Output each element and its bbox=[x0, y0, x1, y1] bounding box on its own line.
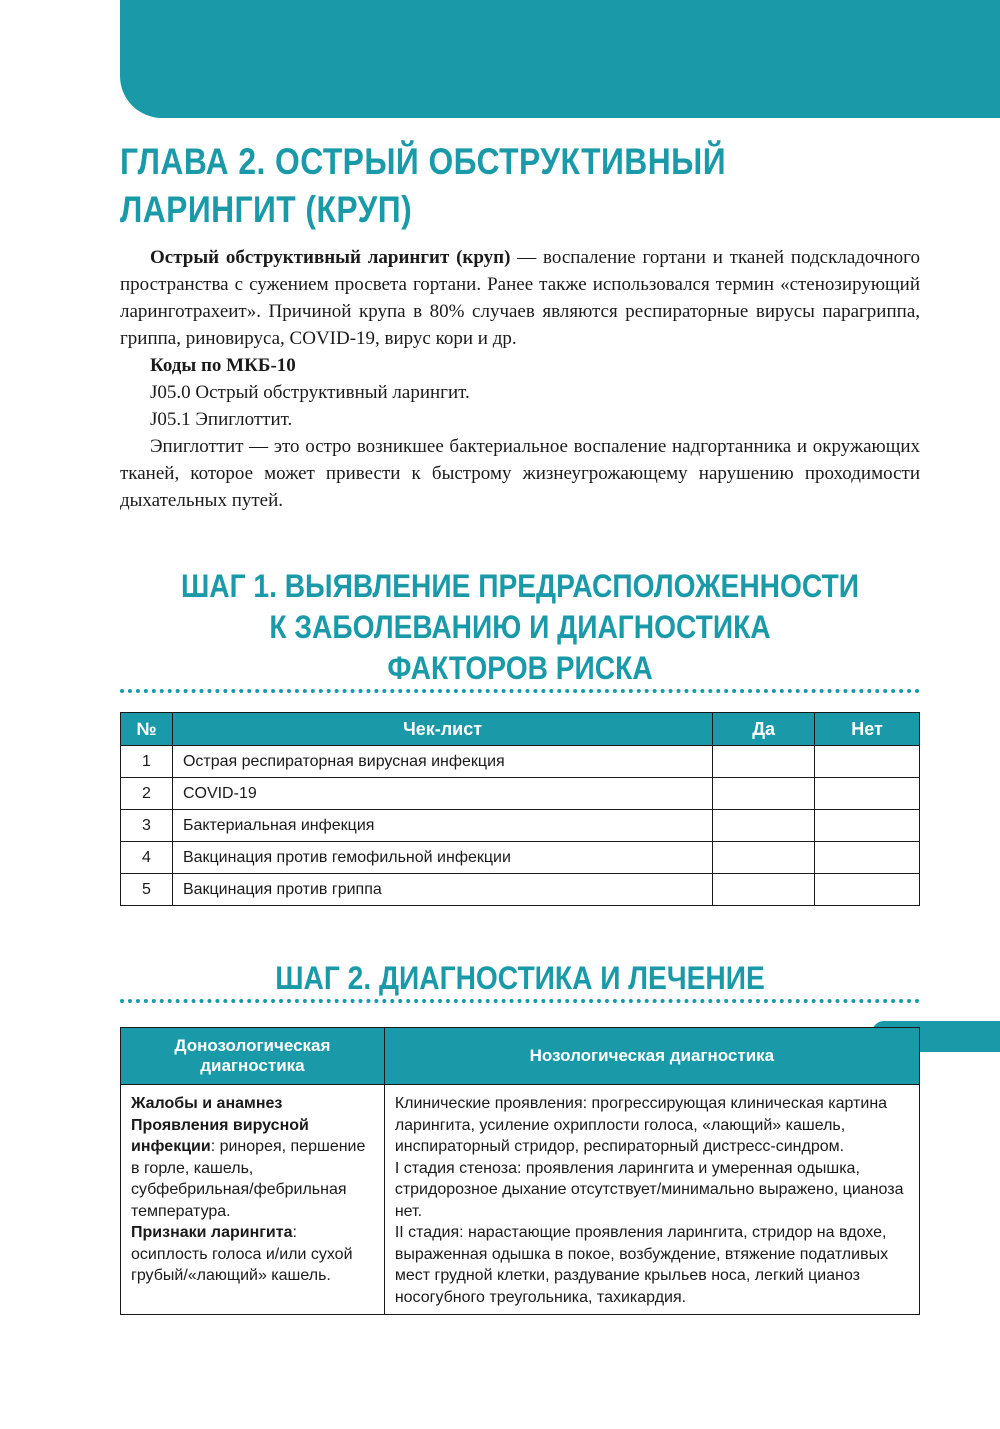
row-number: 4 bbox=[121, 842, 173, 874]
row-item: Бактериальная инфекция bbox=[172, 810, 712, 842]
no-cell[interactable] bbox=[815, 874, 920, 906]
intro-definition: — воспаление гортани и тканей подскладочного пространства с сужением просвета гортани. Ранее также использовался термин «стенозирующий ларинготрахеит». Причиной крупа в 80% случаев являются респираторные вирусы парагриппа, гриппа, риновируса, COVID-19, вирус кори и др. bbox=[120, 247, 920, 349]
row-item: Вакцинация против гемофильной инфекции bbox=[172, 842, 712, 874]
step2-title: ШАГ 2. ДИАГНОСТИКА И ЛЕЧЕНИЕ bbox=[275, 960, 765, 996]
step1-title-line-3: ФАКТОРОВ РИСКА bbox=[387, 650, 653, 686]
checklist-table bbox=[120, 712, 920, 906]
nosological-cell bbox=[384, 1085, 919, 1315]
step1-title-line-1: ШАГ 1. ВЫЯВЛЕНИЕ ПРЕДРАСПОЛОЖЕННОСТИ bbox=[180, 568, 859, 604]
no-cell[interactable] bbox=[815, 746, 920, 778]
intro-term: Острый обструктивный ларингит (круп) bbox=[150, 247, 511, 268]
chapter-title bbox=[120, 138, 774, 234]
prenosological-header: Донозологическая диагностика bbox=[121, 1028, 385, 1085]
chapter-title-line-1: ГЛАВА 2. ОСТРЫЙ ОБСТРУКТИВНЫЙ bbox=[120, 141, 727, 182]
diagnostics-table bbox=[120, 1027, 920, 1315]
row-number: 1 bbox=[121, 746, 173, 778]
clinical-manifestations: Клинические проявления: прогрессирующая клиническая картина ларингита, усиление охриплости голоса, «лающий» кашель, инспираторный стридор, респираторный дистресс-синдром. bbox=[394, 1095, 888, 1155]
row-number: 3 bbox=[121, 810, 173, 842]
step1-divider bbox=[120, 689, 920, 693]
laryngitis-signs: Признаки ларингита: осиплость голоса и/или сухой грубый/«лающий» кашель. bbox=[131, 1224, 353, 1284]
complaints-heading: Жалобы и анамнез bbox=[131, 1095, 283, 1112]
table-row bbox=[121, 874, 920, 906]
checklist-header-row bbox=[121, 713, 920, 746]
row-number: 2 bbox=[121, 778, 173, 810]
no-cell[interactable] bbox=[815, 842, 920, 874]
table-row bbox=[121, 778, 920, 810]
yes-cell[interactable] bbox=[713, 778, 815, 810]
diagnostics-row bbox=[121, 1085, 920, 1315]
yes-cell[interactable] bbox=[713, 746, 815, 778]
checklist-header-item: Чек-лист bbox=[172, 713, 712, 746]
row-item: Острая респираторная вирусная инфекция bbox=[172, 746, 712, 778]
row-number: 5 bbox=[121, 874, 173, 906]
checklist-header-yes: Да bbox=[713, 713, 815, 746]
row-item: COVID-19 bbox=[172, 778, 712, 810]
stenosis-stage-1: I стадия стеноза: проявления ларингита и умеренная одышка, стридорозное дыхание отсутствует/минимально выражено, цианоза нет. bbox=[394, 1159, 904, 1220]
yes-cell[interactable] bbox=[713, 810, 815, 842]
no-cell[interactable] bbox=[815, 810, 920, 842]
viral-signs: Проявления вирусной инфекции: ринорея, першение в горле, кашель, субфебрильная/фебрильная температура. bbox=[131, 1116, 366, 1220]
nosological-header: Нозологическая диагностика bbox=[384, 1028, 919, 1085]
yes-cell[interactable] bbox=[713, 842, 815, 874]
yes-cell[interactable] bbox=[713, 874, 815, 906]
step1-title bbox=[168, 566, 872, 689]
prenosological-cell bbox=[121, 1085, 385, 1315]
header-band bbox=[120, 0, 1000, 118]
table-row bbox=[121, 746, 920, 778]
row-item: Вакцинация против гриппа bbox=[172, 874, 712, 906]
intro-paragraph bbox=[120, 244, 920, 352]
checklist-header-no: Нет bbox=[815, 713, 920, 746]
step2-divider bbox=[120, 999, 920, 1003]
epiglottitis-paragraph: Эпиглоттит — это остро возникшее бактериальное воспаление надгортанника и окружающих тканей, которое может привести к быстрому жизнеугрожающему нарушению проходимости дыхательных путей. bbox=[120, 436, 920, 511]
icd-code-2: J05.1 Эпиглоттит. bbox=[150, 409, 293, 430]
stenosis-stage-2: II стадия: нарастающие проявления ларингита, стридор на вдохе, выраженная одышка в покое, возбуждение, втяжение податливых мест грудной клетки, раздувание крыльев носа, легкий цианоз носогубного треугольника, тахикардия. bbox=[394, 1224, 889, 1306]
icd-heading: Коды по МКБ-10 bbox=[150, 355, 296, 376]
intro-text bbox=[120, 244, 920, 514]
table-row bbox=[121, 842, 920, 874]
diagnostics-header-row bbox=[121, 1028, 920, 1085]
icd-code-1: J05.0 Острый обструктивный ларингит. bbox=[150, 382, 470, 403]
table-row bbox=[121, 810, 920, 842]
step1-title-line-2: К ЗАБОЛЕВАНИЮ И ДИАГНОСТИКА bbox=[269, 609, 771, 645]
no-cell[interactable] bbox=[815, 778, 920, 810]
chapter-title-line-2: ЛАРИНГИТ (КРУП) bbox=[120, 189, 413, 230]
checklist-header-num: № bbox=[121, 713, 173, 746]
